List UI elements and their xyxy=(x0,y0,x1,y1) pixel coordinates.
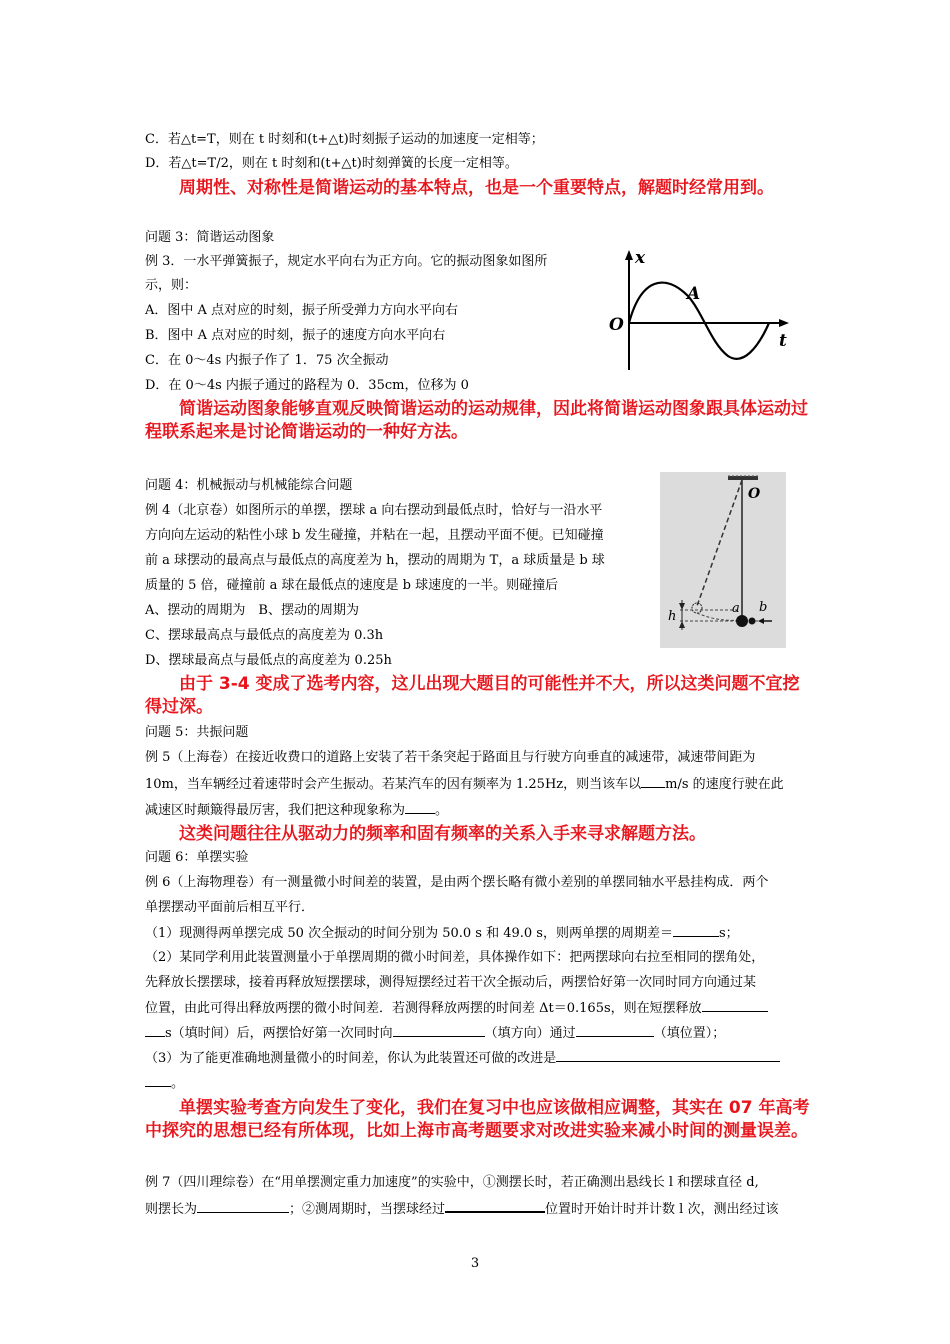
example-text: （1）现测得两单摆完成 50 次全振动的时间分别为 50.0 s 和 49.0 s，则两单摆的周期差＝ s； xyxy=(145,926,739,941)
answer-blank xyxy=(673,924,719,937)
problem-heading: 问题 3：简谐运动图象 xyxy=(145,230,275,245)
example-text: 单摆摆动平面前后相互平行． xyxy=(145,900,315,915)
pendulum-figure xyxy=(660,472,786,648)
example-text: 前 a 球摆动的最高点与最低点的高度差为 h，摆动的周期为 T，a 球质量是 b 球 xyxy=(145,553,605,568)
example-text: 10m，当车辆经过着速带时会产生振动。若某汽车的因有频率为 1.25Hz，则当该车以 m/s 的速度行驶在此 xyxy=(145,777,784,792)
highlight-note: 周期性、对称性是简谐运动的基本特点，也是一个重要特点，解题时经常用到。 xyxy=(145,178,774,198)
pivot-label: O xyxy=(748,486,761,502)
vibration-graph xyxy=(603,248,803,378)
answer-blank xyxy=(702,999,768,1012)
origin-label: O xyxy=(609,315,624,335)
example-text: 位置，由此可得出释放两摆的微小时间差．若测得释放两摆的时间差 Δt＝0.165s，则在短摆释放 xyxy=(145,999,768,1018)
option-c: C．若△t=T，则在 t 时刻和(t+△t)时刻振子运动的加速度一定相等； xyxy=(145,132,544,147)
option-a: A．图中 A 点对应的时刻，振子所受弹力方向水平向右 xyxy=(145,303,459,318)
highlight-note: 这类问题往往从驱动力的频率和固有频率的关系入手来寻求解题方法。 xyxy=(145,824,706,844)
answer-blank xyxy=(145,1024,165,1037)
problem-heading: 问题 4：机械振动与机械能综合问题 xyxy=(145,478,353,493)
answer-blank xyxy=(145,1074,171,1087)
example-text: 。 xyxy=(145,1074,184,1093)
example-text: （2）某同学利用此装置测量小于单摆周期的微小时间差，具体操作如下：把两摆球向右拉至相同的摆角处， xyxy=(145,950,765,965)
answer-blank xyxy=(405,801,435,814)
example-text: 减速区时颠簸得最厉害，我们把这种现象称为 。 xyxy=(145,803,449,818)
answer-blank xyxy=(556,1049,780,1062)
answer-blank xyxy=(197,1200,289,1213)
problem-heading: 问题 6：单摆实验 xyxy=(145,850,249,865)
t-axis-label: t xyxy=(779,331,787,351)
ball-b-label: b xyxy=(759,600,768,615)
x-axis-label: x xyxy=(635,248,646,268)
example-text: 例 4（北京卷）如图所示的单摆，摆球 a 向右摆动到最低点时，恰好与一沿水平 xyxy=(145,503,603,518)
example-text: 例 5（上海卷）在接近收费口的道路上安装了若干条突起于路面且与行驶方向垂直的减速带，减速带间距为 xyxy=(145,750,756,765)
problem-heading: 问题 5：共振问题 xyxy=(145,725,249,740)
example-text: 质量的 5 倍，碰撞前 a 球在最低点的速度是 b 球速度的一半。则碰撞后 xyxy=(145,578,559,593)
height-label: h xyxy=(668,609,677,624)
highlight-note: 单摆实验考查方向发生了变化，我们在复习中也应该做相应调整，其实在 07 年高考中探究的思想已经有所体现，比如上海市高考题要求对改进实验来减小时间的测量误差。 xyxy=(145,1098,810,1141)
highlight-note: 由于 3-4 变成了选考内容，这儿出现大题目的可能性并不大，所以这类问题不宜挖得过深。 xyxy=(145,674,800,717)
options-ab: A、摆动的周期为 B、摆动的周期为 xyxy=(145,603,359,618)
example-text: 方向向左运动的粘性小球 b 发生碰撞，并粘在一起，且摆动平面不便。已知碰撞 xyxy=(145,528,604,543)
example-text: 例 6（上海物理卷）有一测量微小时间差的装置，是由两个摆长略有微小差别的单摆同轴水平悬挂构成．两个 xyxy=(145,875,769,890)
highlight-note: 简谐运动图象能够直观反映简谐运动的运动规律，因此将简谐运动图象跟具体运动过程联系起来是讨论简谐运动的一种好方法。 xyxy=(145,399,808,442)
answer-blank xyxy=(393,1024,485,1037)
option-c: C、摆球最高点与最低点的高度差为 0.3h xyxy=(145,628,384,643)
option-c: C．在 0～4s 内振子作了 1．75 次全振动 xyxy=(145,353,389,368)
ball-a-label: a xyxy=(732,601,740,616)
point-a-label: A xyxy=(687,284,701,304)
example-text: 先释放长摆摆球，接着再释放短摆摆球，测得短摆经过若干次全振动后，两摆恰好第一次同时同方向通过某 xyxy=(145,975,757,990)
answer-blank xyxy=(576,1024,654,1037)
option-b: B．图中 A 点对应的时刻，振子的速度方向水平向右 xyxy=(145,328,446,343)
answer-blank xyxy=(641,775,665,788)
page-number: 3 xyxy=(470,1256,480,1271)
example-text: 示，则： xyxy=(145,278,198,293)
example-text: （3）为了能更准确地测量微小的时间差，你认为此装置还可做的改进是 xyxy=(145,1049,780,1068)
example-text: 则摆长为 ；②测周期时，当摆球经过 位置时开始计时并计数 l 次，测出经过该 xyxy=(145,1199,778,1219)
option-d: D、摆球最高点与最低点的高度差为 0.25h xyxy=(145,653,392,668)
answer-blank xyxy=(445,1199,545,1213)
example-text: 例 3．一水平弹簧振子，规定水平向右为正方向。它的振动图象如图所 xyxy=(145,254,548,269)
example-text: s（填时间）后，两摆恰好第一次同时向 （填方向）通过 （填位置）； xyxy=(145,1024,725,1043)
example-text: 例 7（四川理综卷）在“用单摆测定重力加速度”的实验中，①测摆长时，若正确测出悬线长 l 和摆球直径 d, xyxy=(145,1175,759,1190)
option-d: D．若△t=T/2，则在 t 时刻和(t+△t)时刻弹簧的长度一定相等。 xyxy=(145,156,518,171)
option-d: D．在 0～4s 内振子通过的路程为 0．35cm，位移为 0 xyxy=(145,378,469,393)
